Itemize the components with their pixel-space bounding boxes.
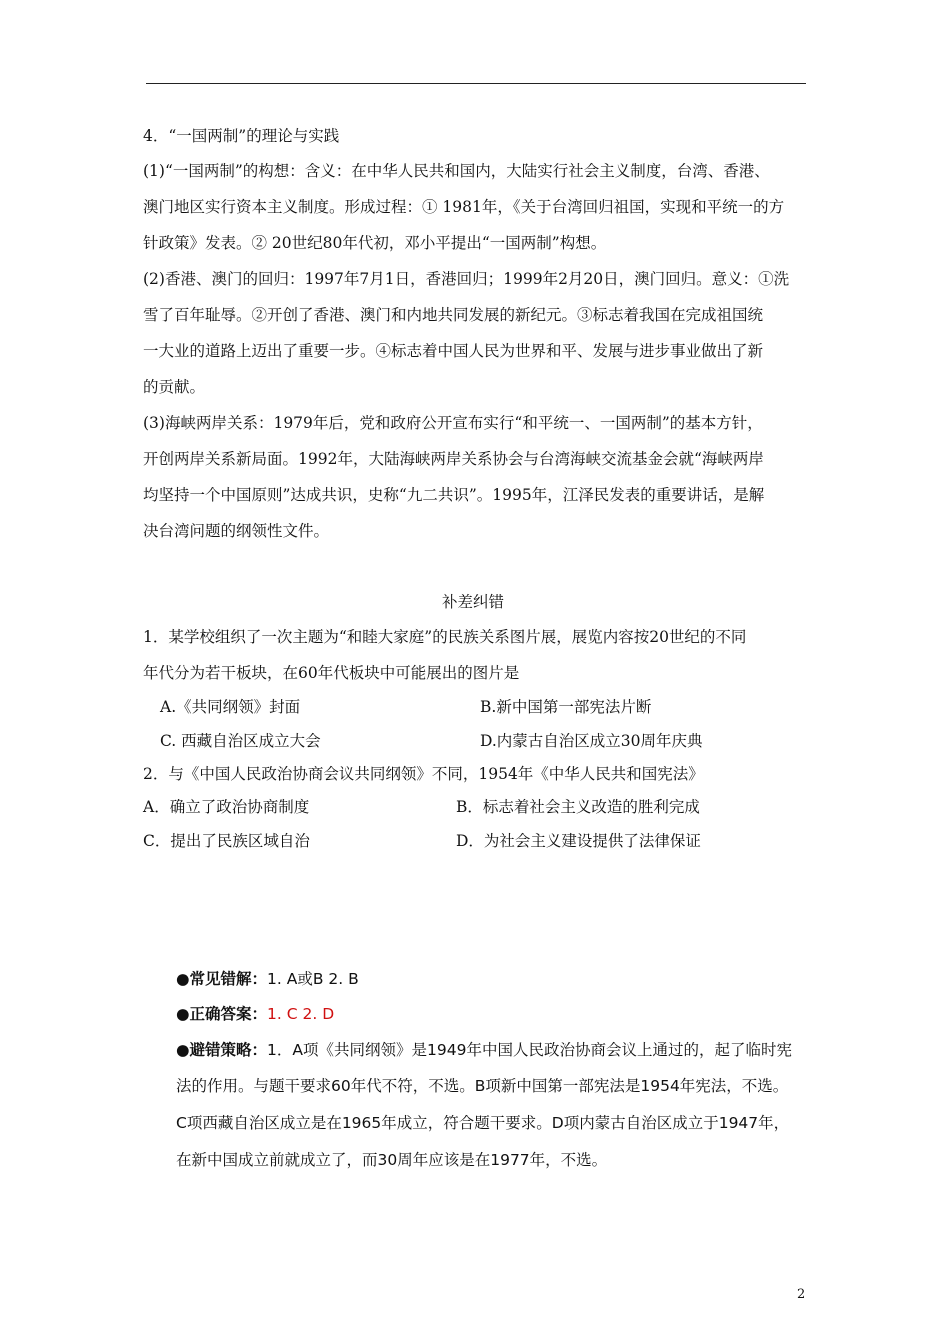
remedial-heading: 补差纠错 (441, 593, 504, 611)
strategy-text: 1．A项《共同纲领》是1949年中国人民政治协商会议上通过的，起了临时宪 (267, 1041, 792, 1059)
q1-option-d: D.内蒙古自治区成立30周年庆典 (480, 732, 703, 750)
strategy-line (176, 1039, 792, 1061)
q1-stem: 年代分为若干板块，在60年代板块中可能展出的图片是 (143, 664, 520, 682)
common-errors-label: ●常见错解： (176, 970, 268, 988)
section-line: (1)“一国两制”的构想：含义：在中华人民共和国内，大陆实行社会主义制度，台湾、香港、 (143, 162, 770, 180)
section-line: 澳门地区实行资本主义制度。形成过程：① 1981年，《关于台湾回归祖国，实现和平统一的方 (143, 198, 785, 216)
section-line: 均坚持一个中国原则”达成共识，史称“九二共识”。1995年，江泽民发表的重要讲话，是解 (143, 486, 765, 504)
q2-option-d: D．为社会主义建设提供了法律保证 (456, 832, 701, 850)
q2-option-b: B．标志着社会主义改造的胜利完成 (456, 798, 700, 816)
section-line: 一大业的道路上迈出了重要一步。④标志着中国人民为世界和平、发展与进步事业做出了新 (143, 342, 764, 360)
q2-stem: 2．与《中国人民政治协商会议共同纲领》不同，1954年《中华人民共和国宪法》 (143, 765, 704, 783)
page-number: 2 (797, 1287, 806, 1302)
q2-option-a: A．确立了政治协商制度 (143, 798, 310, 816)
common-errors (176, 968, 359, 990)
strategy-line: 法的作用。与题干要求60年代不符，不选。B项新中国第一部宪法是1954年宪法，不选。 (176, 1077, 789, 1095)
correct-answers-value: 1. C 2. D (267, 1005, 335, 1023)
header-rule (146, 83, 806, 84)
section-line: 开创两岸关系新局面。1992年，大陆海峡两岸关系协会与台湾海峡交流基金会就“海峡两岸 (143, 450, 764, 468)
q1-option-c: C. 西藏自治区成立大会 (160, 732, 321, 750)
section-line: 决台湾问题的纲领性文件。 (143, 522, 330, 540)
correct-answers (176, 1003, 334, 1025)
section-title: 4．“一国两制”的理论与实践 (143, 127, 340, 145)
q1-option-a: A.《共同纲领》封面 (160, 698, 301, 716)
q1-stem: 1．某学校组织了一次主题为“和睦大家庭”的民族关系图片展，展览内容按20世纪的不同 (143, 628, 747, 646)
strategy-line: 在新中国成立前就成立了，而30周年应该是在1977年，不选。 (176, 1151, 608, 1169)
common-errors-value: 1. A或B 2. B (267, 970, 359, 988)
section-line: 的贡献。 (143, 378, 206, 396)
section-line: 雪了百年耻辱。②开创了香港、澳门和内地共同发展的新纪元。③标志着我国在完成祖国统 (143, 306, 764, 324)
section-line: 针政策》发表。② 20世纪80年代初，邓小平提出“一国两制”构想。 (143, 234, 607, 252)
q2-option-c: C．提出了民族区域自治 (143, 832, 310, 850)
strategy-line: C项西藏自治区成立是在1965年成立，符合题干要求。D项内蒙古自治区成立于1947年， (176, 1114, 790, 1132)
strategy-label: ●避错策略： (176, 1041, 268, 1059)
section-line: (2)香港、澳门的回归：1997年7月1日，香港回归；1999年2月20日，澳门回归。意义：①洗 (143, 270, 790, 288)
section-line: (3)海峡两岸关系：1979年后，党和政府公开宣布实行“和平统一、一国两制”的基本方针， (143, 414, 763, 432)
correct-answers-label: ●正确答案： (176, 1005, 268, 1023)
q1-option-b: B.新中国第一部宪法片断 (480, 698, 652, 716)
